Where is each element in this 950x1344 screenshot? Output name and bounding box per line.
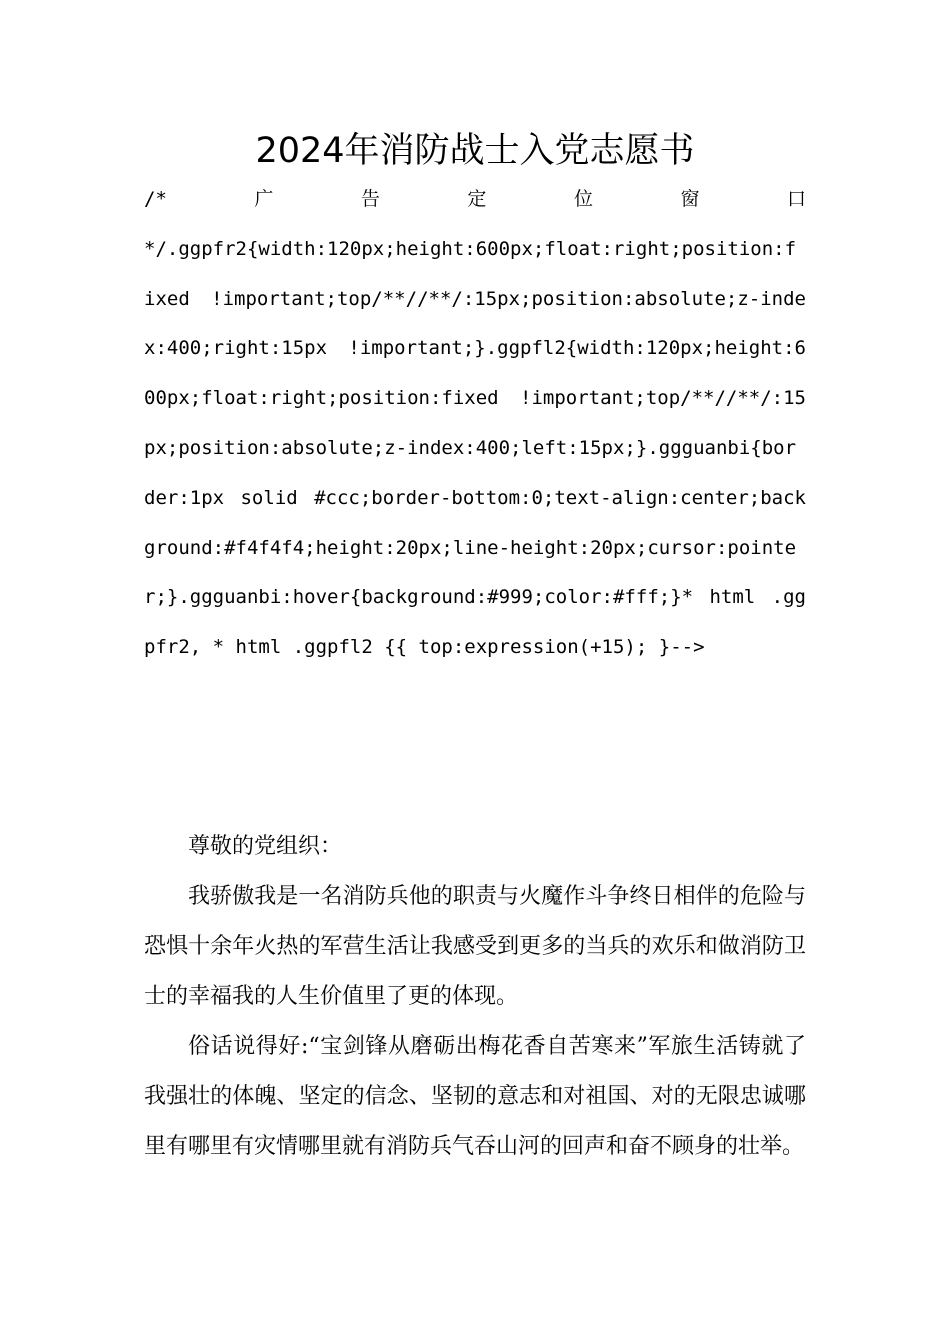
paragraph: 俗话说得好:“宝剑锋从磨砺出梅花香自苦寒来”军旅生活铸就了我强壮的体魄、坚定的信念、坚韧的意志和对祖国、对的无限忠诚哪里有哪里有灾情哪里就有消防兵气吞山河的回声和奋不顾身的壮举。: [144, 1034, 806, 1159]
paragraph: 我骄傲我是一名消防兵他的职责与火魔作斗争终日相伴的危险与恐惧十余年火热的军营生活让我感受到更多的当兵的欢乐和做消防卫士的幸福我的人生价值里了更的体现。: [144, 884, 806, 1009]
code-css-text: */.ggpfr2{width:120px;height:600px;float:right;position:fixed !important;top/**//**/:15px;position:absolute;z-index:400;right:15px !important;}.ggpfl2{width:120px;height:600px;float:right;position:fixed !important;top/**//**/:15px;position:absolute;z-index:400;left:15px;}.ggguanbi{border:1px solid #ccc;border-bottom:0;text-align:center;background:#f4f4f4;height:20px;line-height:20px;cursor:pointer;}.ggguanbi:hover{background:#999;color:#fff;}* html .ggpfr2, * html .ggpfl2 {{ top:expression(+15); }-->: [144, 237, 806, 659]
embedded-code-block: [144, 175, 806, 673]
code-comment-header: /* 广 告 定 位 窗 口: [144, 188, 806, 210]
salutation: 尊敬的党组织：: [188, 834, 343, 859]
document-body: [144, 822, 806, 1172]
document-title: 2024年消防战士入党志愿书: [255, 131, 695, 171]
